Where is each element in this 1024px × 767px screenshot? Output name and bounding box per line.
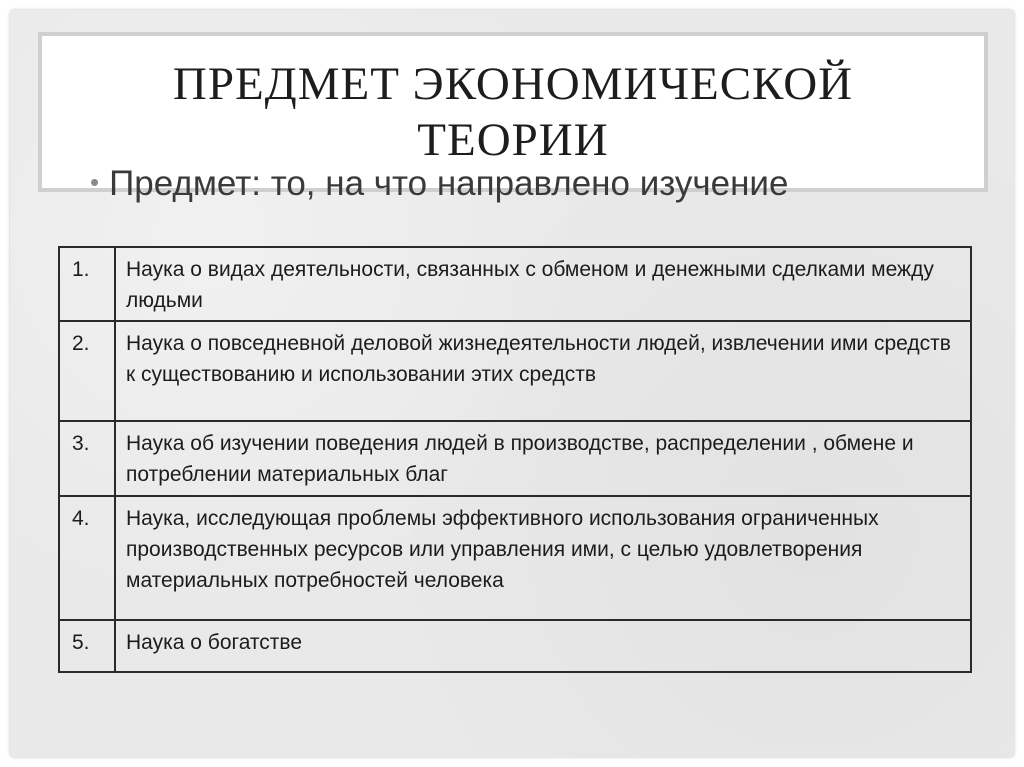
title-line-2: ТЕОРИИ [417,114,609,166]
table-row [59,496,971,620]
row-text: Наука о богатстве [115,620,971,672]
table-row [59,421,971,496]
subject-table [58,246,972,673]
row-number: 5. [59,620,115,672]
table-row [59,620,971,672]
table-row [59,247,971,321]
row-text: Наука о видах деятельности, связанных с обменом и денежными сделками между людьми [115,247,971,321]
row-text: Наука об изучении поведения людей в производстве, распределении , обмене и потреблении материальных благ [115,421,971,496]
row-number: 1. [59,247,115,321]
slide [10,10,1014,757]
row-number: 2. [59,321,115,421]
table-row [59,321,971,421]
bullet-item [90,160,788,206]
page-title [42,56,984,168]
row-text: Наука, исследующая проблемы эффективного использования ограниченных производственных ресурсов или управления ими, с целью удовлетворения материальных потребностей человека [115,496,971,620]
title-line-1: ПРЕДМЕТ ЭКОНОМИЧЕСКОЙ [172,58,854,110]
row-number: 3. [59,421,115,496]
bullet-text: Предмет: то, на что направлено изучение [109,164,789,203]
row-text: Наука о повседневной деловой жизнедеятельности людей, извлечении ими средств к существованию и использовании этих средств [115,321,971,421]
row-number: 4. [59,496,115,620]
bullet-icon: • [90,167,100,197]
